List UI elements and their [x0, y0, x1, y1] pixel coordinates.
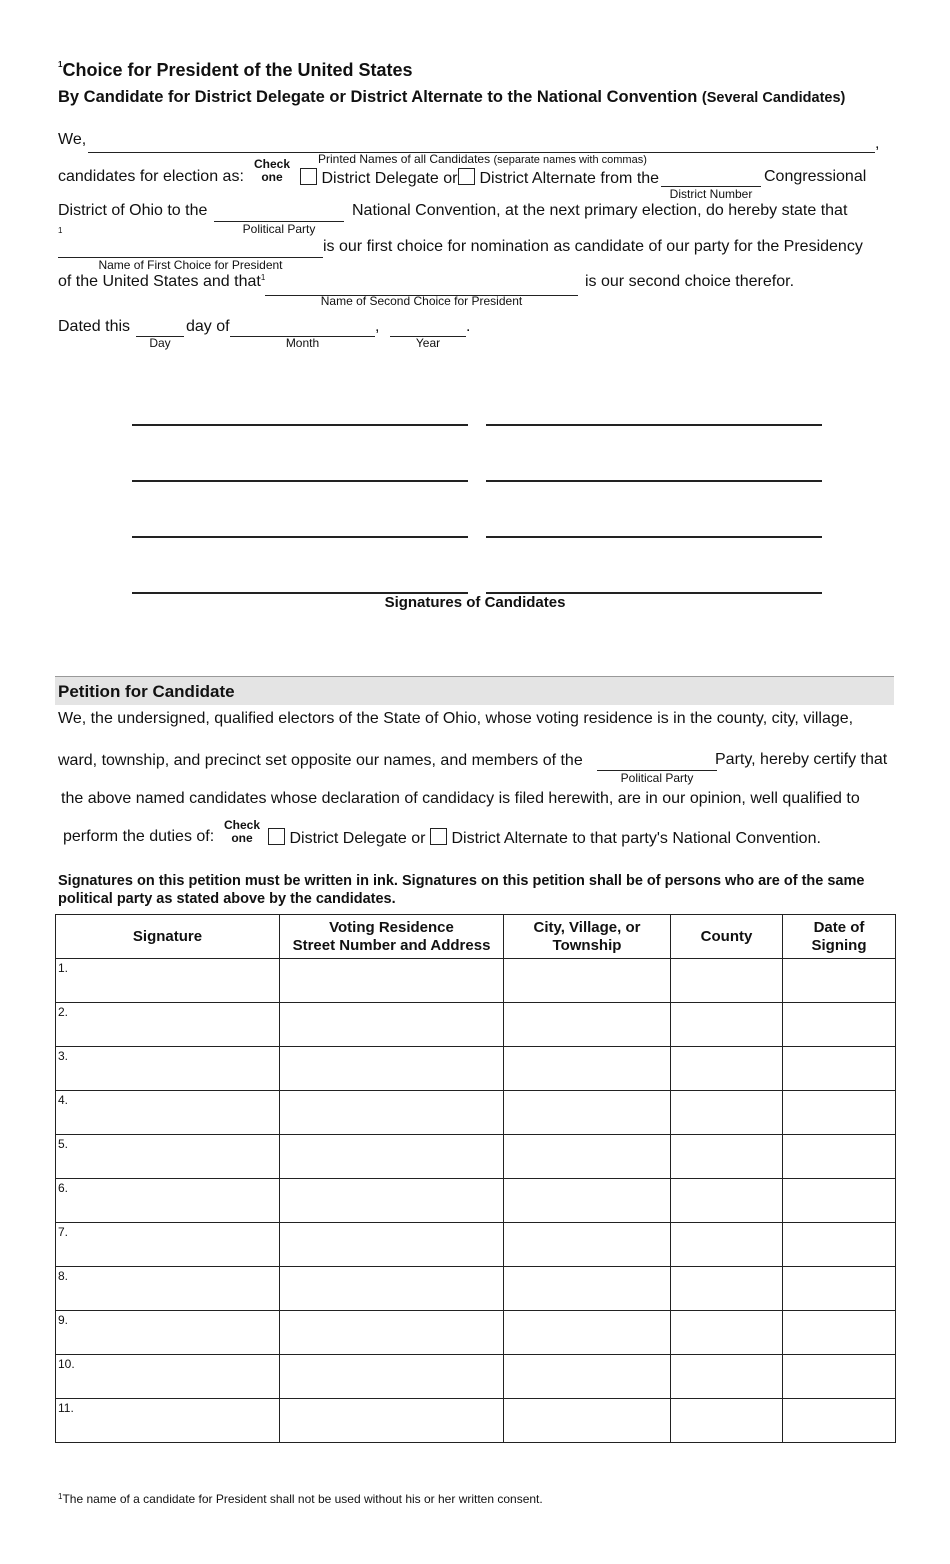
signature-cell[interactable]	[56, 1179, 280, 1223]
petition-delegate-label: District Delegate or	[289, 830, 426, 847]
table-header-row	[56, 915, 896, 959]
petition-check-one-line1: Check	[223, 818, 261, 832]
header-signature	[56, 915, 280, 959]
check-one-line1: Check	[253, 157, 291, 171]
date-cell[interactable]	[783, 1223, 896, 1267]
delegate-option	[300, 168, 458, 188]
county-cell[interactable]	[671, 1311, 783, 1355]
city-cell[interactable]	[504, 1311, 671, 1355]
petition-delegate-checkbox[interactable]	[268, 828, 285, 845]
header-voting-residence	[280, 915, 504, 959]
month-caption: Month	[285, 336, 320, 350]
residence-cell[interactable]	[280, 1091, 504, 1135]
comma-label: ,	[875, 135, 880, 152]
residence-cell[interactable]	[280, 1399, 504, 1443]
first-choice-footnote-mark: 1	[58, 226, 63, 235]
year-caption: Year	[415, 336, 441, 350]
city-cell[interactable]	[504, 959, 671, 1003]
table-row	[56, 1091, 896, 1135]
header-signature-text: Signature	[132, 927, 203, 945]
city-cell[interactable]	[504, 1135, 671, 1179]
candidate-signature-line-5[interactable]	[132, 536, 468, 538]
date-cell[interactable]	[783, 1399, 896, 1443]
dated-this-label: Dated this	[58, 318, 131, 335]
header-county	[671, 915, 783, 959]
city-cell[interactable]	[504, 1267, 671, 1311]
residence-cell[interactable]	[280, 1135, 504, 1179]
date-cell[interactable]	[783, 959, 896, 1003]
date-cell[interactable]	[783, 1003, 896, 1047]
first-choice-text: is our first choice for nomination as candidate of our party for the Presidency	[323, 238, 863, 255]
candidate-signature-line-4[interactable]	[486, 480, 822, 482]
table-row	[56, 1223, 896, 1267]
residence-cell[interactable]	[280, 1267, 504, 1311]
day-of-label: day of	[186, 318, 230, 335]
row-number: 7.	[58, 1225, 69, 1239]
check-one-label	[252, 158, 292, 184]
district-of-ohio-label: District of Ohio to the	[58, 202, 208, 219]
signature-cell[interactable]	[56, 1135, 280, 1179]
date-cell[interactable]	[783, 1311, 896, 1355]
residence-cell[interactable]	[280, 1355, 504, 1399]
petition-line-3: the above named candidates whose declaration of candidacy is filed herewith, are in our opinion, well qualified to	[61, 790, 860, 807]
signature-cell[interactable]	[56, 1355, 280, 1399]
date-cell[interactable]	[783, 1091, 896, 1135]
row-number: 10.	[58, 1357, 75, 1371]
table-row	[56, 1003, 896, 1047]
petition-delegate-option	[268, 828, 426, 848]
county-cell[interactable]	[671, 1179, 783, 1223]
row-number: 6.	[58, 1181, 69, 1195]
county-cell[interactable]	[671, 1399, 783, 1443]
petition-signature-table	[55, 914, 896, 1443]
political-party-caption: Political Party	[242, 222, 316, 236]
petition-heading: Petition for Candidate	[58, 682, 235, 701]
city-cell[interactable]	[504, 1179, 671, 1223]
petition-check-one-line2: one	[231, 831, 253, 845]
petition-check-one-label	[222, 819, 262, 845]
header-date-of-signing	[783, 915, 896, 959]
table-row	[56, 1267, 896, 1311]
date-period: .	[466, 318, 471, 335]
header-city-line1: City, Village, or	[533, 918, 641, 936]
form-subtitle	[58, 88, 845, 107]
county-cell[interactable]	[671, 1355, 783, 1399]
congressional-label: Congressional	[764, 168, 867, 185]
printed-names-note: (separate names with commas)	[493, 154, 647, 166]
city-cell[interactable]	[504, 1091, 671, 1135]
row-number: 9.	[58, 1313, 69, 1327]
signature-cell[interactable]	[56, 959, 280, 1003]
residence-cell[interactable]	[280, 1311, 504, 1355]
alternate-option-label: District Alternate from the	[479, 170, 660, 187]
petition-notice: Signatures on this petition must be written in ink. Signatures on this petition shall be of persons who are of the same political party as stated above by the candidates.	[58, 873, 865, 907]
row-number: 11.	[58, 1401, 74, 1415]
header-date-line1: Date of	[813, 918, 865, 936]
county-cell[interactable]	[671, 959, 783, 1003]
day-caption: Day	[149, 336, 171, 350]
date-cell[interactable]	[783, 1179, 896, 1223]
header-county-text: County	[700, 927, 753, 945]
alternate-option	[458, 168, 659, 188]
table-row	[56, 1355, 896, 1399]
row-number: 5.	[58, 1137, 69, 1151]
header-voting-residence-line2: Street Number and Address	[292, 936, 491, 954]
of-us-text: of the United States and that	[58, 273, 261, 290]
petition-line-4: perform the duties of:	[63, 828, 215, 845]
signature-cell[interactable]	[56, 1399, 280, 1443]
subtitle-text: By Candidate for District Delegate or District Alternate to the National Convention	[58, 88, 698, 106]
city-cell[interactable]	[504, 1223, 671, 1267]
county-cell[interactable]	[671, 1003, 783, 1047]
check-one-line2: one	[261, 170, 283, 184]
footnote-marker: 1	[58, 60, 63, 69]
candidate-signature-line-3[interactable]	[132, 480, 468, 482]
row-number: 8.	[58, 1269, 69, 1283]
header-city	[504, 915, 671, 959]
printed-names-caption	[318, 152, 647, 166]
date-cell[interactable]	[783, 1355, 896, 1399]
we-label: We,	[58, 131, 87, 148]
signature-cell[interactable]	[56, 1267, 280, 1311]
petition-alternate-label: District Alternate to that party's National Convention.	[451, 830, 821, 847]
of-us-label	[58, 273, 265, 291]
table-row	[56, 1135, 896, 1179]
header-city-line2: Township	[552, 936, 622, 954]
petition-alternate-checkbox[interactable]	[430, 828, 447, 845]
candidate-signature-line-1[interactable]	[132, 424, 468, 426]
signature-cell[interactable]	[56, 1047, 280, 1091]
district-number-caption: District Number	[669, 187, 753, 201]
first-choice-caption: Name of First Choice for President	[98, 258, 283, 272]
date-comma: ,	[375, 318, 380, 335]
residence-cell[interactable]	[280, 959, 504, 1003]
petition-line-1: We, the undersigned, qualified electors of the State of Ohio, whose voting residence is in the county, city, village,	[58, 710, 854, 727]
signature-cell[interactable]	[56, 1311, 280, 1355]
second-choice-caption: Name of Second Choice for President	[320, 294, 523, 308]
title-text: Choice for President of the United States	[62, 60, 413, 80]
table-row	[56, 1047, 896, 1091]
signature-cell[interactable]	[56, 1003, 280, 1047]
petition-line-2: ward, township, and precinct set opposite our names, and members of the	[58, 752, 583, 769]
residence-cell[interactable]	[280, 1179, 504, 1223]
signature-cell[interactable]	[56, 1223, 280, 1267]
delegate-option-label: District Delegate or	[321, 170, 458, 187]
date-cell[interactable]	[783, 1267, 896, 1311]
signature-cell[interactable]	[56, 1091, 280, 1135]
row-number: 3.	[58, 1049, 69, 1063]
second-choice-footnote-mark: 1	[260, 273, 266, 282]
petition-line-2-end: Party, hereby certify that	[715, 751, 888, 768]
city-cell[interactable]	[504, 1047, 671, 1091]
row-number: 4.	[58, 1093, 69, 1107]
delegate-checkbox[interactable]	[300, 168, 317, 185]
national-convention-text: National Convention, at the next primary election, do hereby state that	[352, 202, 848, 219]
row-number: 2.	[58, 1005, 69, 1019]
candidate-signature-line-6[interactable]	[486, 536, 822, 538]
city-cell[interactable]	[504, 1003, 671, 1047]
date-cell[interactable]	[783, 1047, 896, 1091]
footnote-sup: 1	[58, 1492, 63, 1501]
petition-alternate-option	[430, 828, 821, 848]
table-body	[56, 959, 896, 1443]
form-title	[58, 60, 413, 81]
residence-cell[interactable]	[280, 1223, 504, 1267]
county-cell[interactable]	[671, 1091, 783, 1135]
row-number: 1.	[58, 961, 69, 975]
printed-names-caption-text: Printed Names of all Candidates	[318, 152, 491, 166]
city-cell[interactable]	[504, 1399, 671, 1443]
county-cell[interactable]	[671, 1267, 783, 1311]
date-cell[interactable]	[783, 1135, 896, 1179]
footnote	[58, 1492, 543, 1506]
table-row	[56, 959, 896, 1003]
footnote-text: The name of a candidate for President shall not be used without his or her written consent.	[62, 1492, 543, 1506]
county-cell[interactable]	[671, 1047, 783, 1091]
alternate-checkbox[interactable]	[458, 168, 475, 185]
signatures-of-candidates-caption: Signatures of Candidates	[384, 594, 566, 611]
header-date-line2: Signing	[811, 936, 867, 954]
candidates-for-label: candidates for election as:	[58, 168, 244, 185]
city-cell[interactable]	[504, 1355, 671, 1399]
petition-section-header	[55, 676, 894, 705]
county-cell[interactable]	[671, 1135, 783, 1179]
residence-cell[interactable]	[280, 1003, 504, 1047]
second-choice-text: is our second choice therefor.	[585, 273, 795, 290]
residence-cell[interactable]	[280, 1047, 504, 1091]
candidate-signature-line-2[interactable]	[486, 424, 822, 426]
county-cell[interactable]	[671, 1223, 783, 1267]
table-row	[56, 1399, 896, 1443]
table-row	[56, 1311, 896, 1355]
petition-party-caption: Political Party	[620, 771, 694, 785]
subtitle-small: (Several Candidates)	[701, 90, 846, 106]
header-voting-residence-line1: Voting Residence	[329, 918, 454, 936]
table-row	[56, 1179, 896, 1223]
